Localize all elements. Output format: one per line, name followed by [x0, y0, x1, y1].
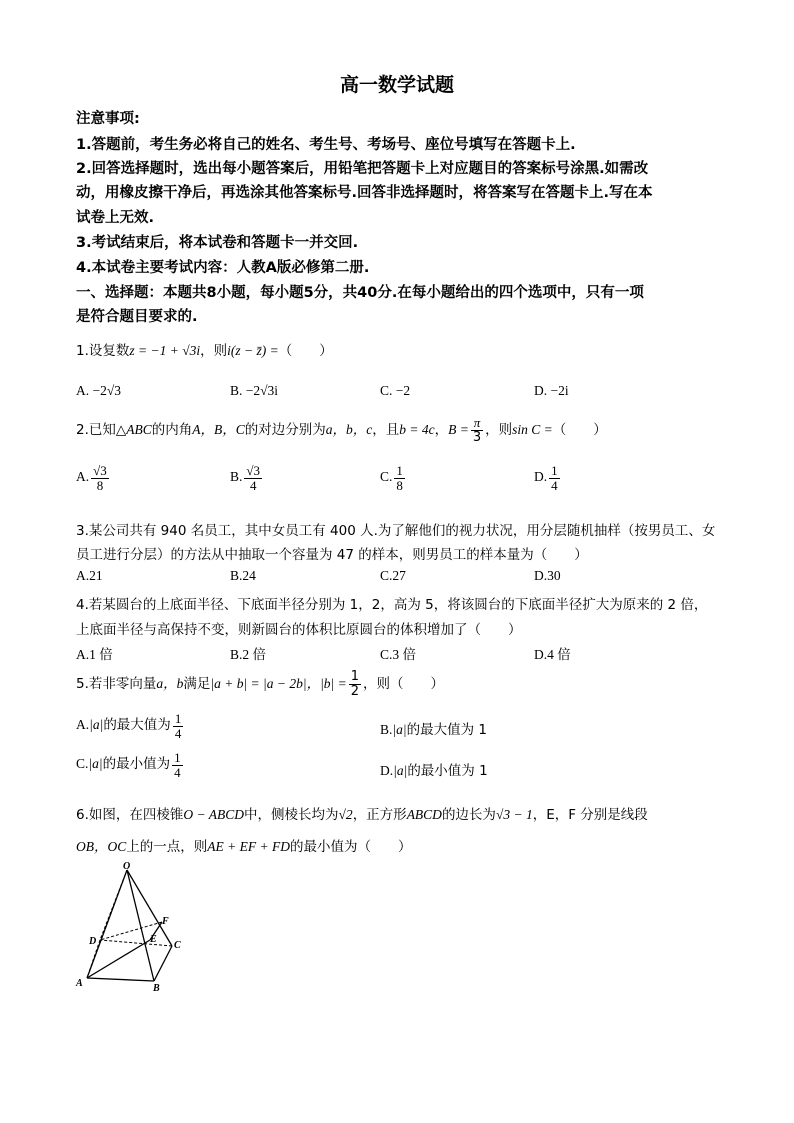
q2-option-d-den: 4 [551, 477, 558, 493]
q2-ask: sin C = [512, 422, 553, 438]
q5-option-c-label: C. [76, 756, 89, 772]
q1-option-a[interactable]: A. −2√3 [76, 383, 122, 398]
notice-heading: 注意事项: [76, 111, 140, 127]
q2-pi-over-3 [471, 416, 483, 444]
q2-option-c-num: 1 [396, 463, 403, 478]
q2-option-a-label: A. [76, 469, 90, 485]
q3-option-b[interactable]: B.24 [230, 568, 256, 583]
q5-option-d-label: D. [380, 763, 394, 778]
q5-option-c[interactable] [76, 751, 185, 779]
q6-segments: OB，OC [76, 839, 127, 854]
q5-vectors: a，b [156, 676, 184, 692]
q5-text-c: ，则（ ） [363, 676, 445, 693]
q3-option-d[interactable]: D.30 [534, 568, 561, 583]
q2-cond1: b = 4c [399, 422, 435, 438]
q5-option-c-abs: |a| [88, 756, 103, 772]
q6-edge: √2 [338, 807, 353, 822]
label-F: F [162, 916, 169, 927]
notice-item-2-cont: 动，用橡皮擦干净后，再选涂其他答案标号.回答非选择题时，将答案写在答题卡上.写在本 [76, 185, 653, 201]
label-B: B [153, 983, 160, 994]
notice-item-2-end: 试卷上无效. [76, 210, 155, 226]
q6-text-d: 的边长为 [441, 807, 496, 823]
q2-text-i: （ ） [552, 422, 607, 439]
q2-option-b-den: 4 [249, 477, 257, 493]
q6-text-g: 的最小值为（ ） [289, 839, 412, 855]
q5-option-a-den: 4 [174, 725, 182, 741]
q4-option-c[interactable]: C.3 倍 [380, 647, 417, 662]
q5-option-d-abs: |a| [393, 763, 408, 778]
question-3-line-1: 3.某公司共有 940 名员工，其中女员工有 400 人.为了解他们的视力状况，用分层随机抽样（按男员工、女 [76, 523, 716, 539]
q2-text-d: 的对边分别为 [244, 422, 326, 439]
q1-expr2: i(z − z̄) = [227, 343, 279, 358]
q2-triangle: ABC [126, 422, 152, 438]
question-1 [76, 339, 333, 359]
q6-path: AE + EF + FD [207, 839, 290, 854]
label-E: E [150, 934, 157, 945]
q2-cond2: B = [448, 422, 469, 438]
q1-text-a: 1.设复数 [76, 343, 130, 359]
edge-OD [100, 870, 127, 940]
q5-option-c-den: 4 [174, 764, 181, 780]
q2-text-b: 的内角 [151, 422, 193, 439]
q1-option-d[interactable]: D. −2i [534, 383, 569, 398]
q2-option-c[interactable] [380, 464, 407, 492]
q5-option-a-text: 的最大值为 [103, 717, 171, 734]
q5-cond2: ，|b| = [306, 676, 347, 692]
q2-text-g: ， [434, 422, 449, 439]
label-A: A [76, 978, 83, 989]
q5-half-den: 2 [350, 683, 360, 699]
notice-item-3: 3.考试结束后，将本试卷和答题卡一并交回. [76, 235, 359, 251]
q6-text-c: ，正方形 [352, 807, 407, 823]
label-D: D [89, 936, 97, 947]
q6-side: √3 − 1 [495, 807, 533, 822]
q2-option-a-num: √3 [93, 463, 107, 478]
pyramid-figure [70, 860, 200, 995]
q5-option-c-num: 1 [174, 750, 181, 765]
q2-option-a-den: 8 [96, 477, 104, 493]
q2-option-c-frac [394, 464, 405, 492]
q5-option-b-label: B. [380, 722, 393, 737]
q6-pyramid: O − ABCD [183, 807, 245, 822]
q5-cond1: |a + b| = |a − 2b| [210, 676, 307, 692]
page-title: 高一数学试题 [339, 74, 454, 96]
q2-option-b-num: √3 [246, 463, 261, 478]
q2-option-d[interactable] [534, 464, 562, 492]
section-heading: 一、选择题：本题共8小题，每小题5分，共40分.在每小题给出的四个选项中，只有一项 [76, 285, 644, 301]
q2-text-f: ，且 [372, 422, 400, 439]
q5-text-b: 满足 [183, 676, 211, 693]
q2-option-d-label: D. [534, 469, 548, 485]
q5-option-c-frac [172, 751, 183, 779]
edge-AB [87, 978, 154, 981]
q2-option-d-frac [549, 464, 560, 492]
q4-option-a[interactable]: A.1 倍 [76, 647, 113, 662]
section-heading-cont: 是符合题目要求的. [76, 309, 198, 325]
q2-three: 3 [472, 429, 482, 445]
q6-square: ABCD [406, 807, 442, 822]
question-4-line-1: 4.若某圆台的上底面半径、下底面半径分别为 1，2，高为 5，将该圆台的下底面半径扩大为原来的 2 倍， [76, 597, 708, 613]
q2-option-a-frac [91, 464, 109, 492]
q5-option-d-text: 的最小值为 1 [407, 763, 488, 779]
q2-sides: a，b，c [325, 422, 373, 438]
q2-angles: A，B，C [192, 422, 245, 438]
notice-item-2: 2.回答选择题时，选出每小题答案后，用铅笔把答题卡上对应题目的答案标号涂黑.如需改 [76, 161, 649, 177]
edge-BC [154, 946, 172, 981]
q4-option-b[interactable]: B.2 倍 [230, 647, 267, 662]
question-5 [76, 670, 444, 698]
label-C: C [174, 940, 181, 951]
q1-text-c: （ ） [278, 343, 333, 359]
q5-option-d[interactable] [380, 759, 488, 779]
q5-option-a-abs: |a| [89, 717, 104, 733]
q2-pi: π [471, 416, 483, 431]
q2-option-b-frac [244, 464, 262, 492]
segment-AE [87, 940, 150, 978]
q6-text-e: ，E，F 分别是线段 [532, 807, 648, 823]
q5-half [349, 670, 361, 698]
q4-option-d[interactable]: D.4 倍 [534, 647, 571, 662]
q6-text-a: 6.如图，在四棱锥 [76, 807, 184, 823]
q1-text-b: ，则 [200, 343, 228, 359]
q3-option-a[interactable]: A.21 [76, 568, 103, 583]
question-4-line-2: 上底面半径与高保持不变，则新圆台的体积比原圆台的体积增加了（ ） [76, 622, 522, 638]
q5-option-a-label: A. [76, 717, 90, 733]
q1-option-b[interactable]: B. −2√3i [230, 383, 279, 398]
label-O: O [123, 861, 131, 872]
q6-text-b: 中，侧棱长均为 [244, 807, 339, 823]
q2-option-b[interactable] [230, 464, 264, 492]
edge-CD [100, 940, 172, 946]
notice-item-4: 4.本试卷主要考试内容：人教A版必修第二册. [76, 260, 370, 276]
q2-text-h: ，则 [485, 422, 513, 439]
q2-text-a: 2.已知△ [76, 422, 127, 439]
q3-option-c[interactable]: C.27 [380, 568, 406, 583]
question-3-line-2: 员工进行分层）的方法从中抽取一个容量为 47 的样本，则男员工的样本量为（ ） [76, 547, 588, 563]
q5-option-b-text: 的最大值为 1 [406, 722, 487, 738]
q5-text-a: 5.若非零向量 [76, 676, 157, 693]
question-6-line-2 [76, 835, 411, 855]
q5-option-a-frac [173, 712, 184, 740]
q5-half-num: 1 [350, 669, 360, 684]
q5-option-c-text: 的最小值为 [102, 756, 171, 773]
q5-option-b-abs: |a| [392, 722, 407, 737]
q2-option-a[interactable] [76, 464, 111, 492]
q2-option-c-label: C. [380, 469, 393, 485]
q2-option-c-den: 8 [396, 477, 403, 493]
q5-option-a[interactable] [76, 712, 185, 740]
question-6-line-1 [76, 803, 648, 823]
q5-option-b[interactable] [380, 718, 487, 738]
q2-option-d-num: 1 [551, 463, 558, 478]
q5-option-a-num: 1 [174, 711, 182, 726]
q6-text-f: 上的一点，则 [126, 839, 208, 855]
q2-option-b-label: B. [230, 469, 243, 485]
question-2 [76, 416, 607, 444]
q1-option-c[interactable]: C. −2 [380, 383, 411, 398]
q1-expr: z = −1 + √3i [129, 343, 201, 358]
notice-item-1: 1.答题前，考生务必将自己的姓名、考生号、考场号、座位号填写在答题卡上. [76, 137, 576, 153]
